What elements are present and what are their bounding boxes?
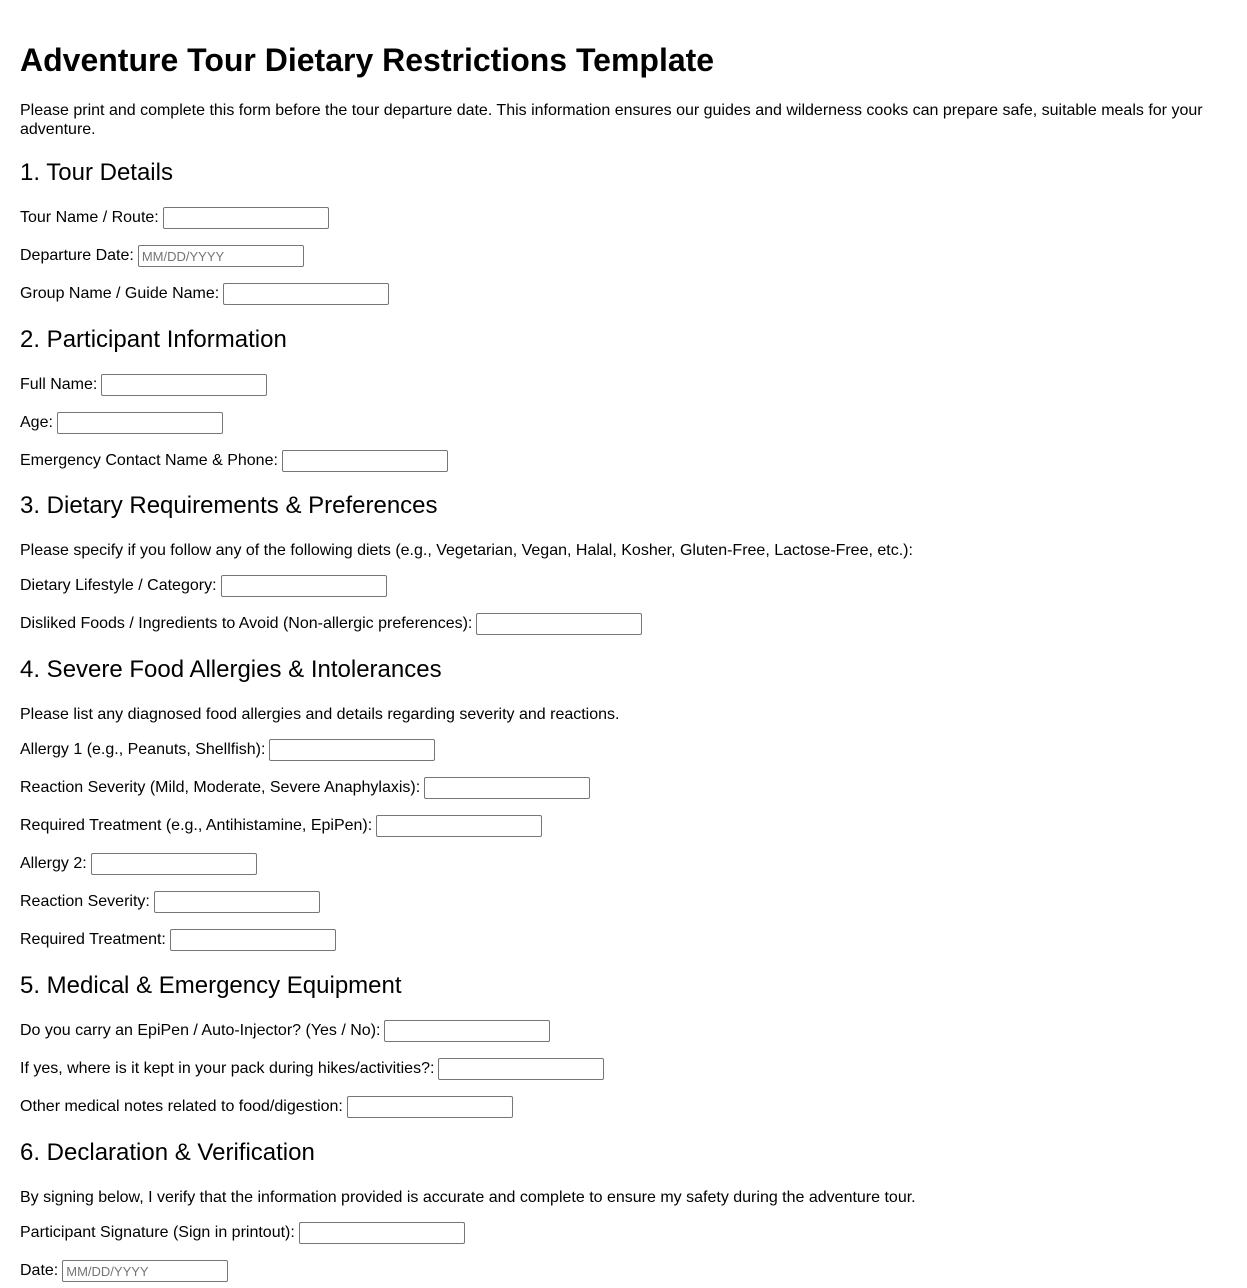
epipen-input[interactable]: [384, 1020, 550, 1042]
allergy-2-row: [20, 853, 257, 875]
epipen-location-label: If yes, where is it kept in your pack during hikes/activities?:: [20, 1060, 435, 1077]
medical-notes-row: [20, 1096, 513, 1118]
departure-date-row: [20, 245, 304, 267]
allergy-1-row: [20, 739, 435, 761]
section-heading-declaration: 6. Declaration & Verification: [20, 1139, 315, 1166]
disliked-foods-row: [20, 613, 642, 635]
required-treatment-1-input[interactable]: [376, 815, 542, 837]
section-heading-dietary-requirements: 3. Dietary Requirements & Preferences: [20, 492, 438, 519]
required-treatment-2-input[interactable]: [170, 929, 336, 951]
allergies-instructions: Please list any diagnosed food allergies and details regarding severity and reactions.: [20, 706, 620, 723]
dietary-lifestyle-row: [20, 575, 387, 597]
required-treatment-2-label: Required Treatment:: [20, 931, 166, 948]
declaration-date-label: Date:: [20, 1262, 59, 1279]
group-name-row: [20, 283, 389, 305]
section-heading-participant-information: 2. Participant Information: [20, 326, 287, 353]
dietary-instructions: Please specify if you follow any of the following diets (e.g., Vegetarian, Vegan, Halal, Kosher, Gluten-Free, Lactose-Free, etc.):: [20, 542, 913, 559]
intro-text: Please print and complete this form before the tour departure date. This information ensures our guides and wilderness cooks can prepare safe, suitable meals for your adventure.: [20, 102, 1203, 138]
declaration-date-row: [20, 1260, 228, 1282]
age-row: [20, 412, 223, 434]
full-name-label: Full Name:: [20, 376, 98, 393]
group-name-label: Group Name / Guide Name:: [20, 285, 220, 302]
reaction-severity-1-input[interactable]: [424, 777, 590, 799]
emergency-contact-input[interactable]: [282, 450, 448, 472]
declaration-statement: By signing below, I verify that the information provided is accurate and complete to ensure my safety during the adventure tour.: [20, 1189, 916, 1206]
emergency-contact-row: [20, 450, 448, 472]
reaction-severity-2-input[interactable]: [154, 891, 320, 913]
declaration-date-input[interactable]: [62, 1260, 228, 1282]
disliked-foods-input[interactable]: [476, 613, 642, 635]
section-heading-food-allergies: 4. Severe Food Allergies & Intolerances: [20, 656, 442, 683]
epipen-label: Do you carry an EpiPen / Auto-Injector? (Yes / No):: [20, 1022, 381, 1039]
required-treatment-1-row: [20, 815, 542, 837]
age-label: Age:: [20, 414, 53, 431]
signature-row: [20, 1222, 465, 1244]
page-title: Adventure Tour Dietary Restrictions Template: [20, 42, 715, 78]
allergy-2-label: Allergy 2:: [20, 855, 87, 872]
dietary-lifestyle-label: Dietary Lifestyle / Category:: [20, 577, 217, 594]
dietary-lifestyle-input[interactable]: [221, 575, 387, 597]
required-treatment-1-label: Required Treatment (e.g., Antihistamine, EpiPen):: [20, 817, 373, 834]
reaction-severity-2-label: Reaction Severity:: [20, 893, 150, 910]
allergy-1-label: Allergy 1 (e.g., Peanuts, Shellfish):: [20, 741, 266, 758]
tour-name-input[interactable]: [163, 207, 329, 229]
reaction-severity-2-row: [20, 891, 320, 913]
required-treatment-2-row: [20, 929, 336, 951]
medical-notes-label: Other medical notes related to food/digestion:: [20, 1098, 343, 1115]
allergy-2-input[interactable]: [91, 853, 257, 875]
full-name-row: [20, 374, 267, 396]
signature-label: Participant Signature (Sign in printout):: [20, 1224, 295, 1241]
reaction-severity-1-label: Reaction Severity (Mild, Moderate, Severe Anaphylaxis):: [20, 779, 421, 796]
epipen-row: [20, 1020, 550, 1042]
full-name-input[interactable]: [101, 374, 267, 396]
reaction-severity-1-row: [20, 777, 590, 799]
age-input[interactable]: [57, 412, 223, 434]
emergency-contact-label: Emergency Contact Name & Phone:: [20, 452, 278, 469]
section-heading-medical-equipment: 5. Medical & Emergency Equipment: [20, 972, 402, 999]
epipen-location-row: [20, 1058, 604, 1080]
allergy-1-input[interactable]: [269, 739, 435, 761]
tour-name-label: Tour Name / Route:: [20, 209, 159, 226]
medical-notes-input[interactable]: [347, 1096, 513, 1118]
section-heading-tour-details: 1. Tour Details: [20, 159, 173, 186]
departure-date-label: Departure Date:: [20, 247, 134, 264]
signature-input[interactable]: [299, 1222, 465, 1244]
disliked-foods-label: Disliked Foods / Ingredients to Avoid (Non-allergic preferences):: [20, 615, 473, 632]
departure-date-input[interactable]: [138, 245, 304, 267]
group-name-input[interactable]: [223, 283, 389, 305]
tour-name-row: [20, 207, 329, 229]
epipen-location-input[interactable]: [438, 1058, 604, 1080]
